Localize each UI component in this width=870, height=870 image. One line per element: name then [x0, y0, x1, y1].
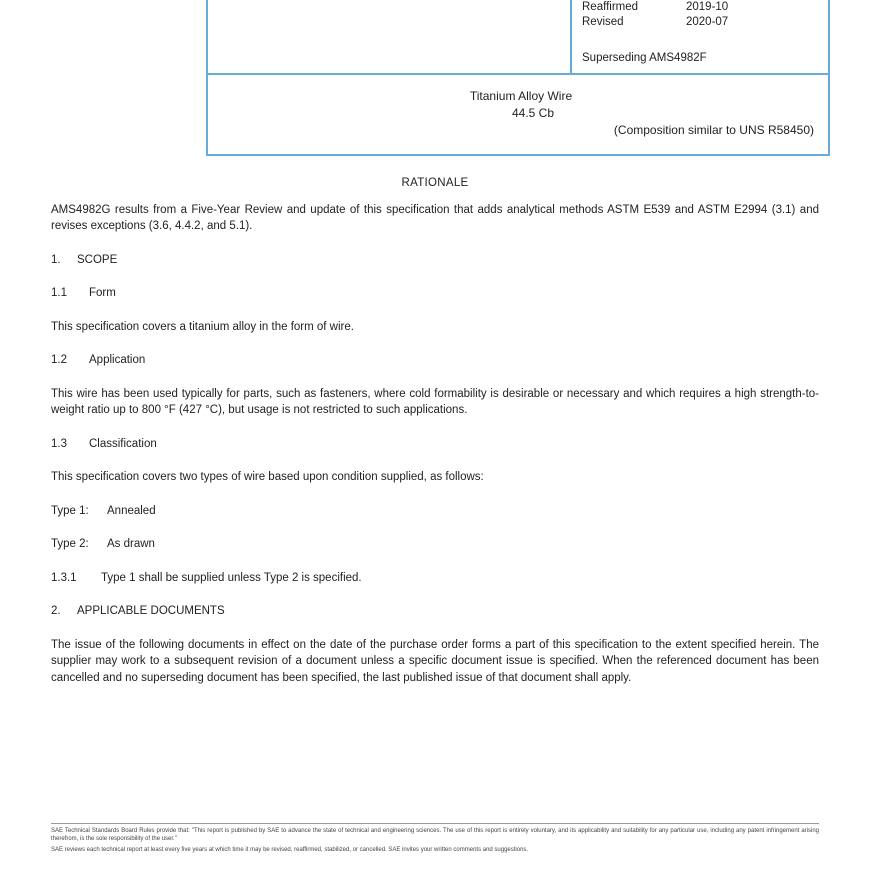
date-value: 2019-10 [686, 1, 729, 13]
section-number: 1.1 [51, 287, 67, 299]
paragraph: This specification covers a titanium alloy in the form of wire. [51, 320, 354, 333]
header-logo-area [208, 0, 572, 73]
date-label: Revised [582, 16, 624, 28]
section-heading [51, 570, 819, 587]
section-heading [51, 285, 819, 302]
section-heading [51, 436, 819, 453]
paragraph: This wire has been used typically for parts, such as fasteners, where cold formability is desirable or necessary and which requires a high strength-to-weight ratio up to 800 °F (427 °C), but usage is not restricted to such applications. [51, 387, 819, 416]
title-line: Titanium Alloy Wire [469, 89, 573, 103]
header-divider [208, 73, 828, 75]
section-title: APPLICABLE DOCUMENTS [77, 605, 225, 617]
section-text: Type 1 shall be supplied unless Type 2 is specified. [101, 571, 362, 584]
rationale-heading: RATIONALE [401, 177, 469, 189]
section-title: Form [89, 287, 116, 299]
section-number: 1. [51, 253, 61, 266]
title-line: (Composition similar to UNS R58450) [613, 123, 814, 137]
date-row-revised [582, 15, 728, 30]
title-line: 44.5 Cb [511, 106, 555, 120]
date-value: 2020-07 [686, 16, 729, 28]
section-number: 1.3.1 [51, 571, 77, 584]
footer-divider [51, 823, 819, 824]
section-title: Classification [89, 437, 157, 450]
section-number: 1.2 [51, 354, 67, 366]
type-label: Annealed [107, 504, 156, 517]
date-row-reaffirmed [582, 0, 728, 15]
paragraph: The issue of the following documents in effect on the date of the purchase order forms a part of this specification to the extent specified herein. The supplier may work to a subsequent revision of a document unless a specific document issue is specified. When the referenced document has been cancelled and no superseding document has been specified, the last published issue of that document shall apply. [51, 638, 819, 684]
document-title [208, 88, 828, 139]
section-number: 1.3 [51, 437, 67, 450]
revision-dates [582, 0, 728, 30]
footer-notice [51, 827, 819, 857]
paragraph: This specification covers two types of wire based upon condition supplied, as follows: [51, 471, 484, 483]
rationale-text: AMS4982G results from a Five-Year Review and update of this specification that adds analytical methods ASTM E539 and ASTM E2994 (3.1) and revises exceptions (3.6, 4.4.2, and 5.1). [51, 203, 819, 232]
section-title: SCOPE [77, 253, 118, 266]
type-label: As drawn [107, 538, 155, 550]
type-number: Type 1: [51, 504, 89, 517]
date-label: Reaffirmed [582, 1, 639, 13]
document-body [51, 175, 819, 703]
type-item [51, 503, 819, 520]
section-heading [51, 252, 819, 269]
section-number: 2. [51, 605, 61, 617]
section-title: Application [89, 354, 146, 366]
footer-text: SAE reviews each technical report at least every five years at which time it may be revised, reaffirmed, stabilized, or cancelled. SAE invites your written comments and suggestions. [51, 847, 529, 853]
type-item [51, 536, 819, 553]
section-heading [51, 352, 819, 369]
type-number: Type 2: [51, 538, 89, 550]
superseding-note: Superseding AMS4982F [582, 52, 707, 64]
document-header [206, 0, 830, 156]
footer-text: SAE Technical Standards Board Rules provide that: "This report is published by SAE to advance the state of technical and engineering sciences. The use of this report is entirely voluntary, and its applicability and suitability for any particular use, including any patent infringement arising therefrom, is the sole responsibility of the user." [51, 828, 819, 842]
section-heading [51, 603, 819, 620]
